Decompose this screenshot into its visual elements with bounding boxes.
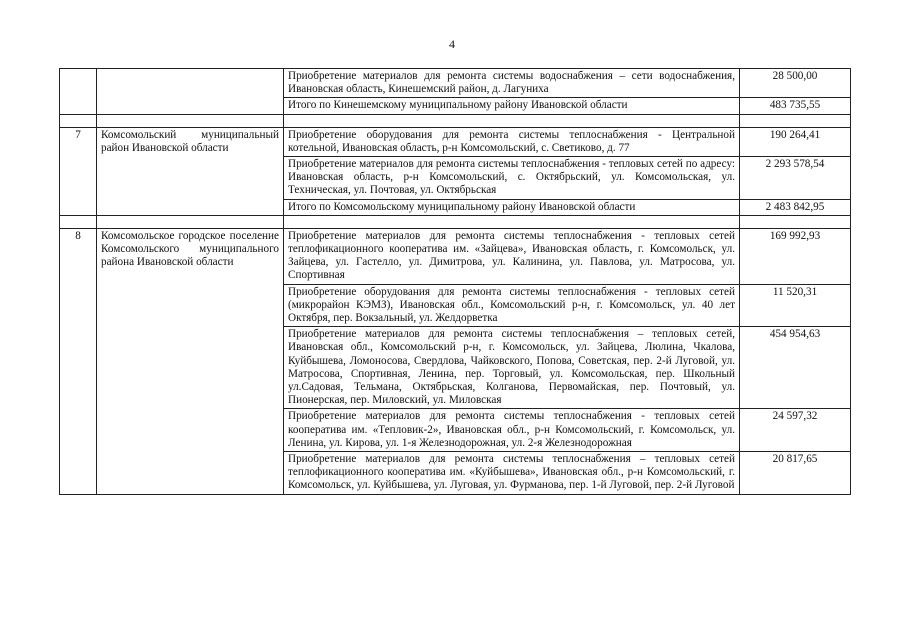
item-description: Приобретение материалов для ремонта системы теплоснабжения - тепловых сетей теплофикационного кооператива им. «Зайцева», Ивановская область, г. Комсомольск, ул. Зайцева, ул. Гастелло, ул. Димитрова, ул. Калинина, ул. Павлова, ул. Матросова, ул. Спортивная [284,228,740,284]
item-description: Приобретение оборудования для ремонта системы теплоснабжения - тепловых сетей (микрорайон КЭМЗ), Ивановская обл., Комсомольский р-н, г. Комсомольск, ул. 40 лет Октября, пер. Вокзальный, ул. Желдорветка [284,284,740,327]
item-amount: 169 992,93 [740,228,851,284]
table-row [60,69,851,98]
item-amount: 11 520,31 [740,284,851,327]
item-description: Приобретение материалов для ремонта системы теплоснабжения – тепловых сетей, Ивановская обл., Комсомольский р-н, г. Комсомольск, ул. Зайцева, Люлина, Чкалова, Куйбышева, Ломоносова, Свердлова, Чайковского, Попова, Советская, пер. 2-й Луговой, ул. Матросова, Спортивная, Ленина, пер. Торговый, ул. Комсомольская, пер. Школьный ул.Садовая, Тельмана, Октябрьская, Колганова, Первомайская, пер. Почтовый, ул. Пионерская, пер. Миловский, ул. Миловская [284,327,740,409]
item-amount: 20 817,65 [740,452,851,495]
item-amount: 2 483 842,95 [740,199,851,215]
item-description: Приобретение материалов для ремонта системы теплоснабжения - тепловых сетей кооператива им. «Тепловик-2», Ивановская обл., р-н Комсомольский, г. Комсомольск, ул. Ленина, ул. Кирова, ул. 1-я Железнодорожная, ул. 2-я Железнодорожная [284,409,740,452]
item-description: Приобретение материалов для ремонта системы водоснабжения – сети водоснабжения, Ивановская область, Кинешемский район, д. Лагуниха [284,69,740,98]
item-amount: 28 500,00 [740,69,851,98]
table-row-spacer [60,114,851,127]
item-description: Итого по Кинешемскому муниципальному району Ивановской области [284,98,740,114]
municipality-name [97,69,284,115]
municipality-name: Комсомольский муниципальный район Ивановской области [97,127,284,215]
budget-table [59,68,851,495]
item-amount: 2 293 578,54 [740,157,851,200]
page-number: 4 [449,37,455,51]
item-amount: 190 264,41 [740,127,851,156]
row-number: 8 [60,228,97,494]
item-amount: 24 597,32 [740,409,851,452]
item-amount: 483 735,55 [740,98,851,114]
item-description: Итого по Комсомольскому муниципальному району Ивановской области [284,199,740,215]
table-row-spacer [60,215,851,228]
item-description: Приобретение материалов для ремонта системы теплоснабжения – тепловых сетей теплофикационного кооператива им. «Куйбышева», Ивановская обл., р-н Комсомольский, г. Комсомольск, ул. Куйбышева, ул. Луговая, ул. Фурманова, пер. 1-й Луговой, пер. 2-й Луговой [284,452,740,495]
municipality-name: Комсомольское городское поселение Комсомольского муниципального района Ивановской области [97,228,284,494]
item-description: Приобретение материалов для ремонта системы теплоснабжения - тепловых сетей по адресу: Ивановская область, р-н Комсомольский, с. Октябрьский, ул. Комсомольская, ул. Техническая, ул. Почтовая, ул. Октябрьская [284,157,740,200]
row-number [60,69,97,115]
table-row [60,127,851,156]
item-amount: 454 954,63 [740,327,851,409]
row-number: 7 [60,127,97,215]
item-description: Приобретение оборудования для ремонта системы теплоснабжения - Центральной котельной, Ивановская область, р-н Комсомольский, с. Светиково, д. 77 [284,127,740,156]
table-row [60,228,851,284]
